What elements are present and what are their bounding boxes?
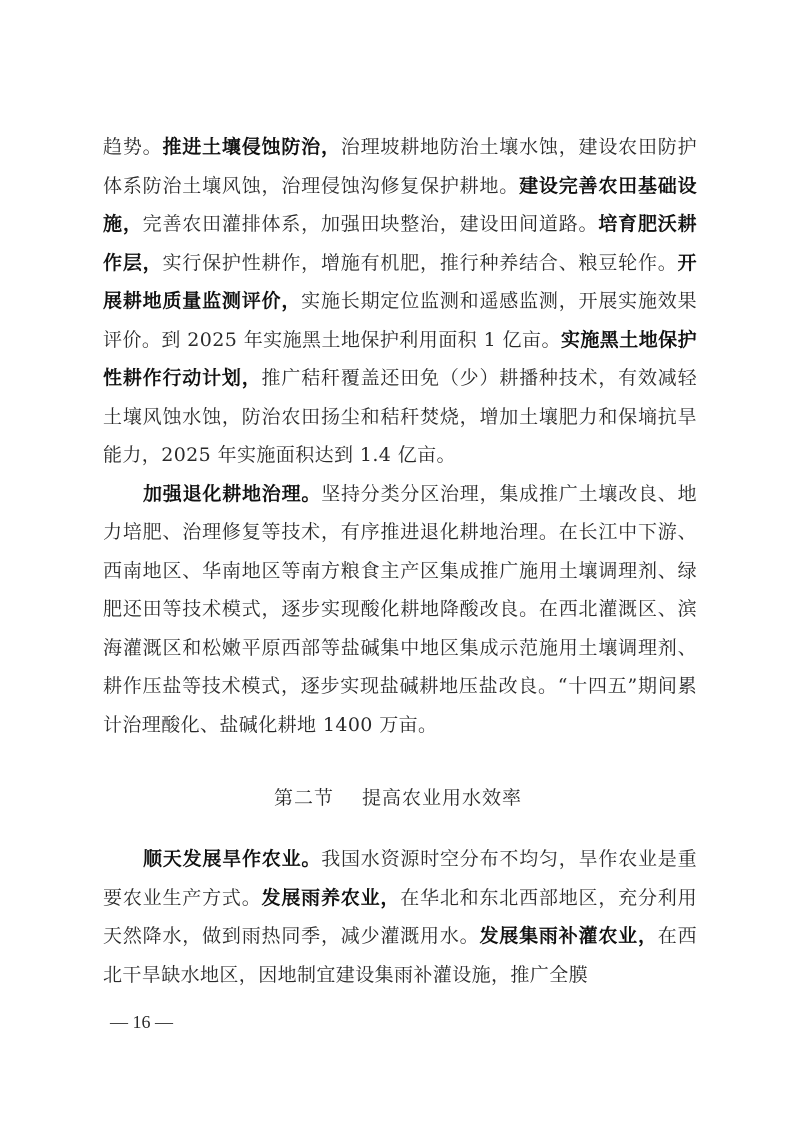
bold-heading-conservation-tillage: 实施黑土地保护性耕作行动计划， xyxy=(103,328,697,389)
paragraph-black-soil-protection xyxy=(103,128,697,475)
text-run: 在华北和东北西部地区，充分利用天然降水，做到雨热同季，减少灌溉用水。 xyxy=(103,886,697,947)
text-run: 坚持分类分区治理，集成推广土壤改良、地力培肥、治理修复等技术，有序推进退化耕地治理。在长江中下游、西南地区、华南地区等南方粮食主产区集成推广施用土壤调理剂、绿肥还田等技术模式，逐步实现酸化耕地降酸改良。在西北灌溉区、滨海灌溉区和松嫩平原西部等盐碱集中地区集成示范施用土壤调理剂、耕作压盐等技术模式，逐步实现盐碱耕地压盐改良。“十四五”期间累计治理酸化、盐碱化耕地 1400 万亩。 xyxy=(103,482,697,736)
bold-heading-farmland-infrastructure: 建设完善农田基础设施， xyxy=(103,174,698,235)
section-heading xyxy=(0,783,796,810)
text-run: 推广秸秆覆盖还田免（少）耕播种技术，有效减轻土壤风蚀水蚀，防治农田扬尘和秸秆焚烧，增加土壤肥力和保墒抗旱能力，2025 年实施面积达到 1.4 亿亩。 xyxy=(103,367,697,466)
bold-heading-degraded-farmland: 加强退化耕地治理。 xyxy=(143,482,322,505)
text-run: 在西北干旱缺水地区，因地制宜建设集雨补灌设施，推广全膜 xyxy=(103,925,697,986)
text-run: 治理坡耕地防治土壤水蚀，建设农田防护体系防治土壤风蚀，治理侵蚀沟修复保护耕地。 xyxy=(103,136,698,197)
bold-heading-dry-farming: 顺天发展旱作农业。 xyxy=(143,848,322,870)
bold-heading-quality-monitoring: 开展耕地质量监测评价， xyxy=(103,251,698,312)
paragraph-degraded-farmland xyxy=(103,475,697,745)
paragraph-dry-farming xyxy=(103,840,697,994)
bold-heading-soil-erosion: 推进土壤侵蚀防治， xyxy=(162,136,341,158)
text-run: 实施长期定位监测和遥感监测，开展实施效果评价。到 2025 年实施黑土地保护利用面积 1 亿亩。 xyxy=(103,290,697,351)
section-title: 提高农业用水效率 xyxy=(362,787,523,809)
body-text-lower xyxy=(103,840,697,994)
bold-heading-rainfed-agriculture: 发展雨养农业， xyxy=(261,886,401,909)
bold-heading-fertile-layer: 培育肥沃耕作层， xyxy=(103,213,697,274)
text-run: 实行保护性耕作，增施有机肥，推行种养结合、粮豆轮作。 xyxy=(162,251,678,274)
section-number: 第二节 xyxy=(273,787,334,809)
page-number: — 16 — xyxy=(110,1012,173,1032)
text-run: 我国水资源时空分布不均匀，旱作农业是重要农业生产方式。 xyxy=(103,848,697,909)
body-text-upper xyxy=(103,128,697,744)
text-run: 趋势。 xyxy=(103,136,163,158)
bold-heading-rain-harvesting: 发展集雨补灌农业， xyxy=(479,925,658,947)
text-run: 完善农田灌排体系，加强田块整治，建设田间道路。 xyxy=(142,213,599,235)
